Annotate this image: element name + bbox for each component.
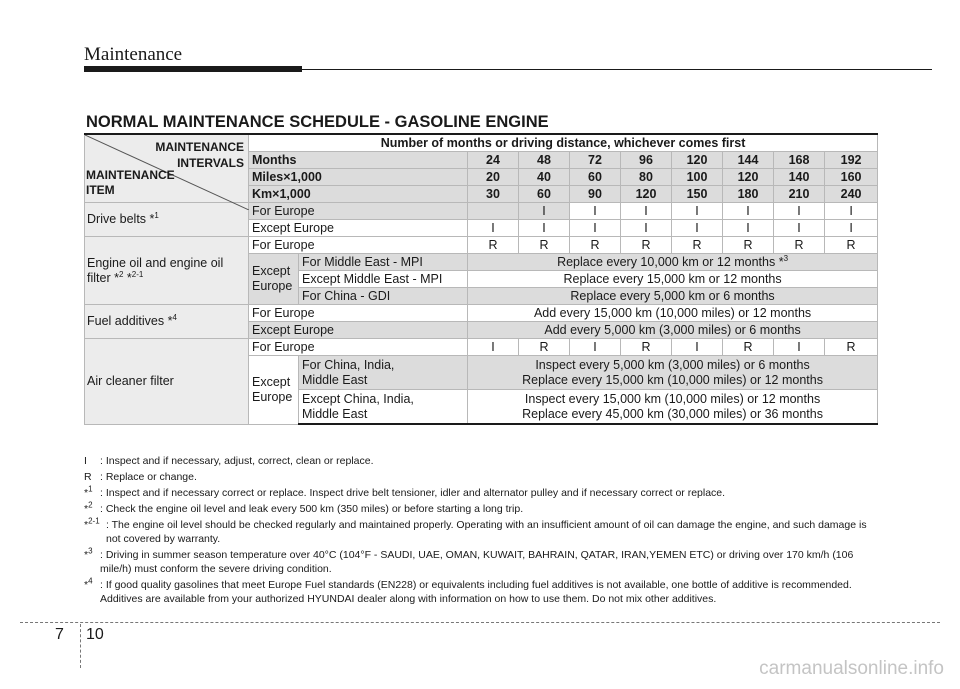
footnote: *$^3$ : Driving in summer season temperature over 40°C (104°F - SAUDI, UAE, OMAN, KUWAIT, BAHRAIN, QATAR, IRAN,YEMEN ETC) or driving over 170 km/h (106 mile/h) must conform the severe driving condition. xyxy=(84,546,854,575)
except-europe-group: Except Europe xyxy=(249,254,299,305)
km-cell: 60 xyxy=(519,186,570,203)
schedule-cell: I xyxy=(519,220,570,237)
condition-label: For Europe xyxy=(249,237,468,254)
footnote: I : Inspect and if necessary, adjust, correct, clean or replace. xyxy=(84,455,374,467)
km-cell: 240 xyxy=(825,186,878,203)
schedule-text: Replace every 15,000 km or 12 months xyxy=(468,271,878,288)
schedule-cell: I xyxy=(621,203,672,220)
maintenance-schedule-table xyxy=(84,133,878,425)
km-cell: 120 xyxy=(621,186,672,203)
schedule-cell: I xyxy=(723,220,774,237)
miles-cell: 40 xyxy=(519,169,570,186)
schedule-cell: I xyxy=(468,339,519,356)
schedule-text: Inspect every 15,000 km (10,000 miles) or 12 months Replace every 45,000 km (30,000 miles) or 36 months xyxy=(468,390,878,425)
header-title: Maintenance xyxy=(84,44,183,65)
schedule-cell: I xyxy=(570,203,621,220)
schedule-text: Replace every 5,000 km or 6 months xyxy=(468,288,878,305)
schedule-cell: R xyxy=(621,339,672,356)
schedule-cell: I xyxy=(468,220,519,237)
schedule-cell: I xyxy=(774,203,825,220)
miles-cell: 80 xyxy=(621,169,672,186)
corner-header xyxy=(85,134,249,203)
miles-cell: 60 xyxy=(570,169,621,186)
miles-cell: 20 xyxy=(468,169,519,186)
condition-label: Except Middle East - MPI xyxy=(299,271,468,288)
footnote: R : Replace or change. xyxy=(84,471,197,483)
footnote: *$^2$ : Check the engine oil level and leak every 500 km (350 miles) or before starting a long trip. xyxy=(84,500,524,515)
schedule-text: Inspect every 5,000 km (3,000 miles) or 6 months Replace every 15,000 km (10,000 miles) or 12 months xyxy=(468,356,878,390)
chapter-number: 7 xyxy=(55,626,64,643)
miles-cell: 120 xyxy=(723,169,774,186)
km-cell: 180 xyxy=(723,186,774,203)
km-cell: 210 xyxy=(774,186,825,203)
section-title: NORMAL MAINTENANCE SCHEDULE - GASOLINE ENGINE xyxy=(86,113,549,131)
months-cell: 192 xyxy=(825,152,878,169)
span-header-row xyxy=(85,134,878,152)
air-cleaner-europe-row xyxy=(85,339,878,356)
schedule-text: Replace every 10,000 km or 12 months *$^3$ xyxy=(468,254,878,271)
except-europe-group: Except Europe xyxy=(249,356,299,425)
schedule-cell: I xyxy=(570,339,621,356)
months-label: Months xyxy=(249,152,468,169)
km-cell: 30 xyxy=(468,186,519,203)
months-cell: 24 xyxy=(468,152,519,169)
months-cell: 144 xyxy=(723,152,774,169)
miles-cell: 100 xyxy=(672,169,723,186)
air-cleaner-item: Air cleaner filter xyxy=(85,339,249,425)
schedule-cell: I xyxy=(723,203,774,220)
miles-label: Miles×1,000 xyxy=(249,169,468,186)
miles-cell: 160 xyxy=(825,169,878,186)
footer-dashed-divider xyxy=(80,624,81,668)
schedule-cell: I xyxy=(672,203,723,220)
schedule-cell: R xyxy=(519,339,570,356)
footnote: *$^4$ : If good quality gasolines that meet Europe Fuel standards (EN228) or equivalents including fuel additives is not available, one bottle of additive is recommended. Additives are available from your authorized HYUNDAI dealer along with information on how to use them. Do not mix other additives. xyxy=(84,576,852,605)
schedule-cell xyxy=(468,203,519,220)
months-cell: 120 xyxy=(672,152,723,169)
condition-label: Except Europe xyxy=(249,220,468,237)
fuel-additives-item: Fuel additives *$^4$ xyxy=(85,305,249,339)
schedule-cell: I xyxy=(774,339,825,356)
schedule-cell: I xyxy=(825,220,878,237)
engine-oil-europe-row xyxy=(85,237,878,254)
months-cell: 96 xyxy=(621,152,672,169)
condition-label: Except Europe xyxy=(249,322,468,339)
drive-belts-item: Drive belts *$^1$ xyxy=(85,203,249,237)
footnotes xyxy=(84,454,878,608)
schedule-cell: R xyxy=(621,237,672,254)
watermark: carmanualsonline.info xyxy=(759,658,944,679)
header-bar xyxy=(84,66,302,72)
schedule-cell: I xyxy=(672,220,723,237)
condition-label: Except China, India, Middle East xyxy=(299,390,468,425)
span-header: Number of months or driving distance, whichever comes first xyxy=(249,134,878,152)
footnote: *$^{2-1}$ : The engine oil level should be checked regularly and maintained properly. Operating with an insufficient amount of oil can damage the engine, and such damage is not covered by warranty. xyxy=(84,516,867,545)
schedule-cell: R xyxy=(519,237,570,254)
engine-oil-item: Engine oil and engine oil filter *$^2$ *$^{2-1}$ xyxy=(85,237,249,305)
months-cell: 72 xyxy=(570,152,621,169)
schedule-cell: R xyxy=(672,237,723,254)
schedule-cell: I xyxy=(621,220,672,237)
schedule-cell: I xyxy=(825,203,878,220)
schedule-cell: R xyxy=(723,237,774,254)
km-cell: 150 xyxy=(672,186,723,203)
schedule-cell: R xyxy=(723,339,774,356)
condition-label: For Europe xyxy=(249,203,468,220)
km-cell: 90 xyxy=(570,186,621,203)
condition-label: For China, India, Middle East xyxy=(299,356,468,390)
footer-dashed-rule xyxy=(20,622,940,623)
km-label: Km×1,000 xyxy=(249,186,468,203)
footnote: *$^1$ : Inspect and if necessary correct or replace. Inspect drive belt tensioner, idler and alternator pulley and if necessary correct or replace. xyxy=(84,484,726,499)
condition-label: For Middle East - MPI xyxy=(299,254,468,271)
schedule-cell: R xyxy=(825,237,878,254)
schedule-cell: I xyxy=(570,220,621,237)
schedule-text: Add every 5,000 km (3,000 miles) or 6 months xyxy=(468,322,878,339)
corner-intervals-label: MAINTENANCE INTERVALS xyxy=(155,140,244,170)
schedule-cell: R xyxy=(825,339,878,356)
months-cell: 48 xyxy=(519,152,570,169)
fuel-additives-europe-row xyxy=(85,305,878,322)
schedule-cell: I xyxy=(774,220,825,237)
schedule-text: Add every 15,000 km (10,000 miles) or 12 months xyxy=(468,305,878,322)
condition-label: For China - GDI xyxy=(299,288,468,305)
schedule-cell: I xyxy=(519,203,570,220)
header-rule xyxy=(302,69,932,70)
page-number: 10 xyxy=(86,626,104,643)
corner-item-label: MAINTENANCE ITEM xyxy=(86,168,175,197)
schedule-cell: R xyxy=(570,237,621,254)
months-cell: 168 xyxy=(774,152,825,169)
miles-cell: 140 xyxy=(774,169,825,186)
schedule-cell: I xyxy=(672,339,723,356)
condition-label: For Europe xyxy=(249,305,468,322)
schedule-cell: R xyxy=(774,237,825,254)
schedule-cell: R xyxy=(468,237,519,254)
condition-label: For Europe xyxy=(249,339,468,356)
